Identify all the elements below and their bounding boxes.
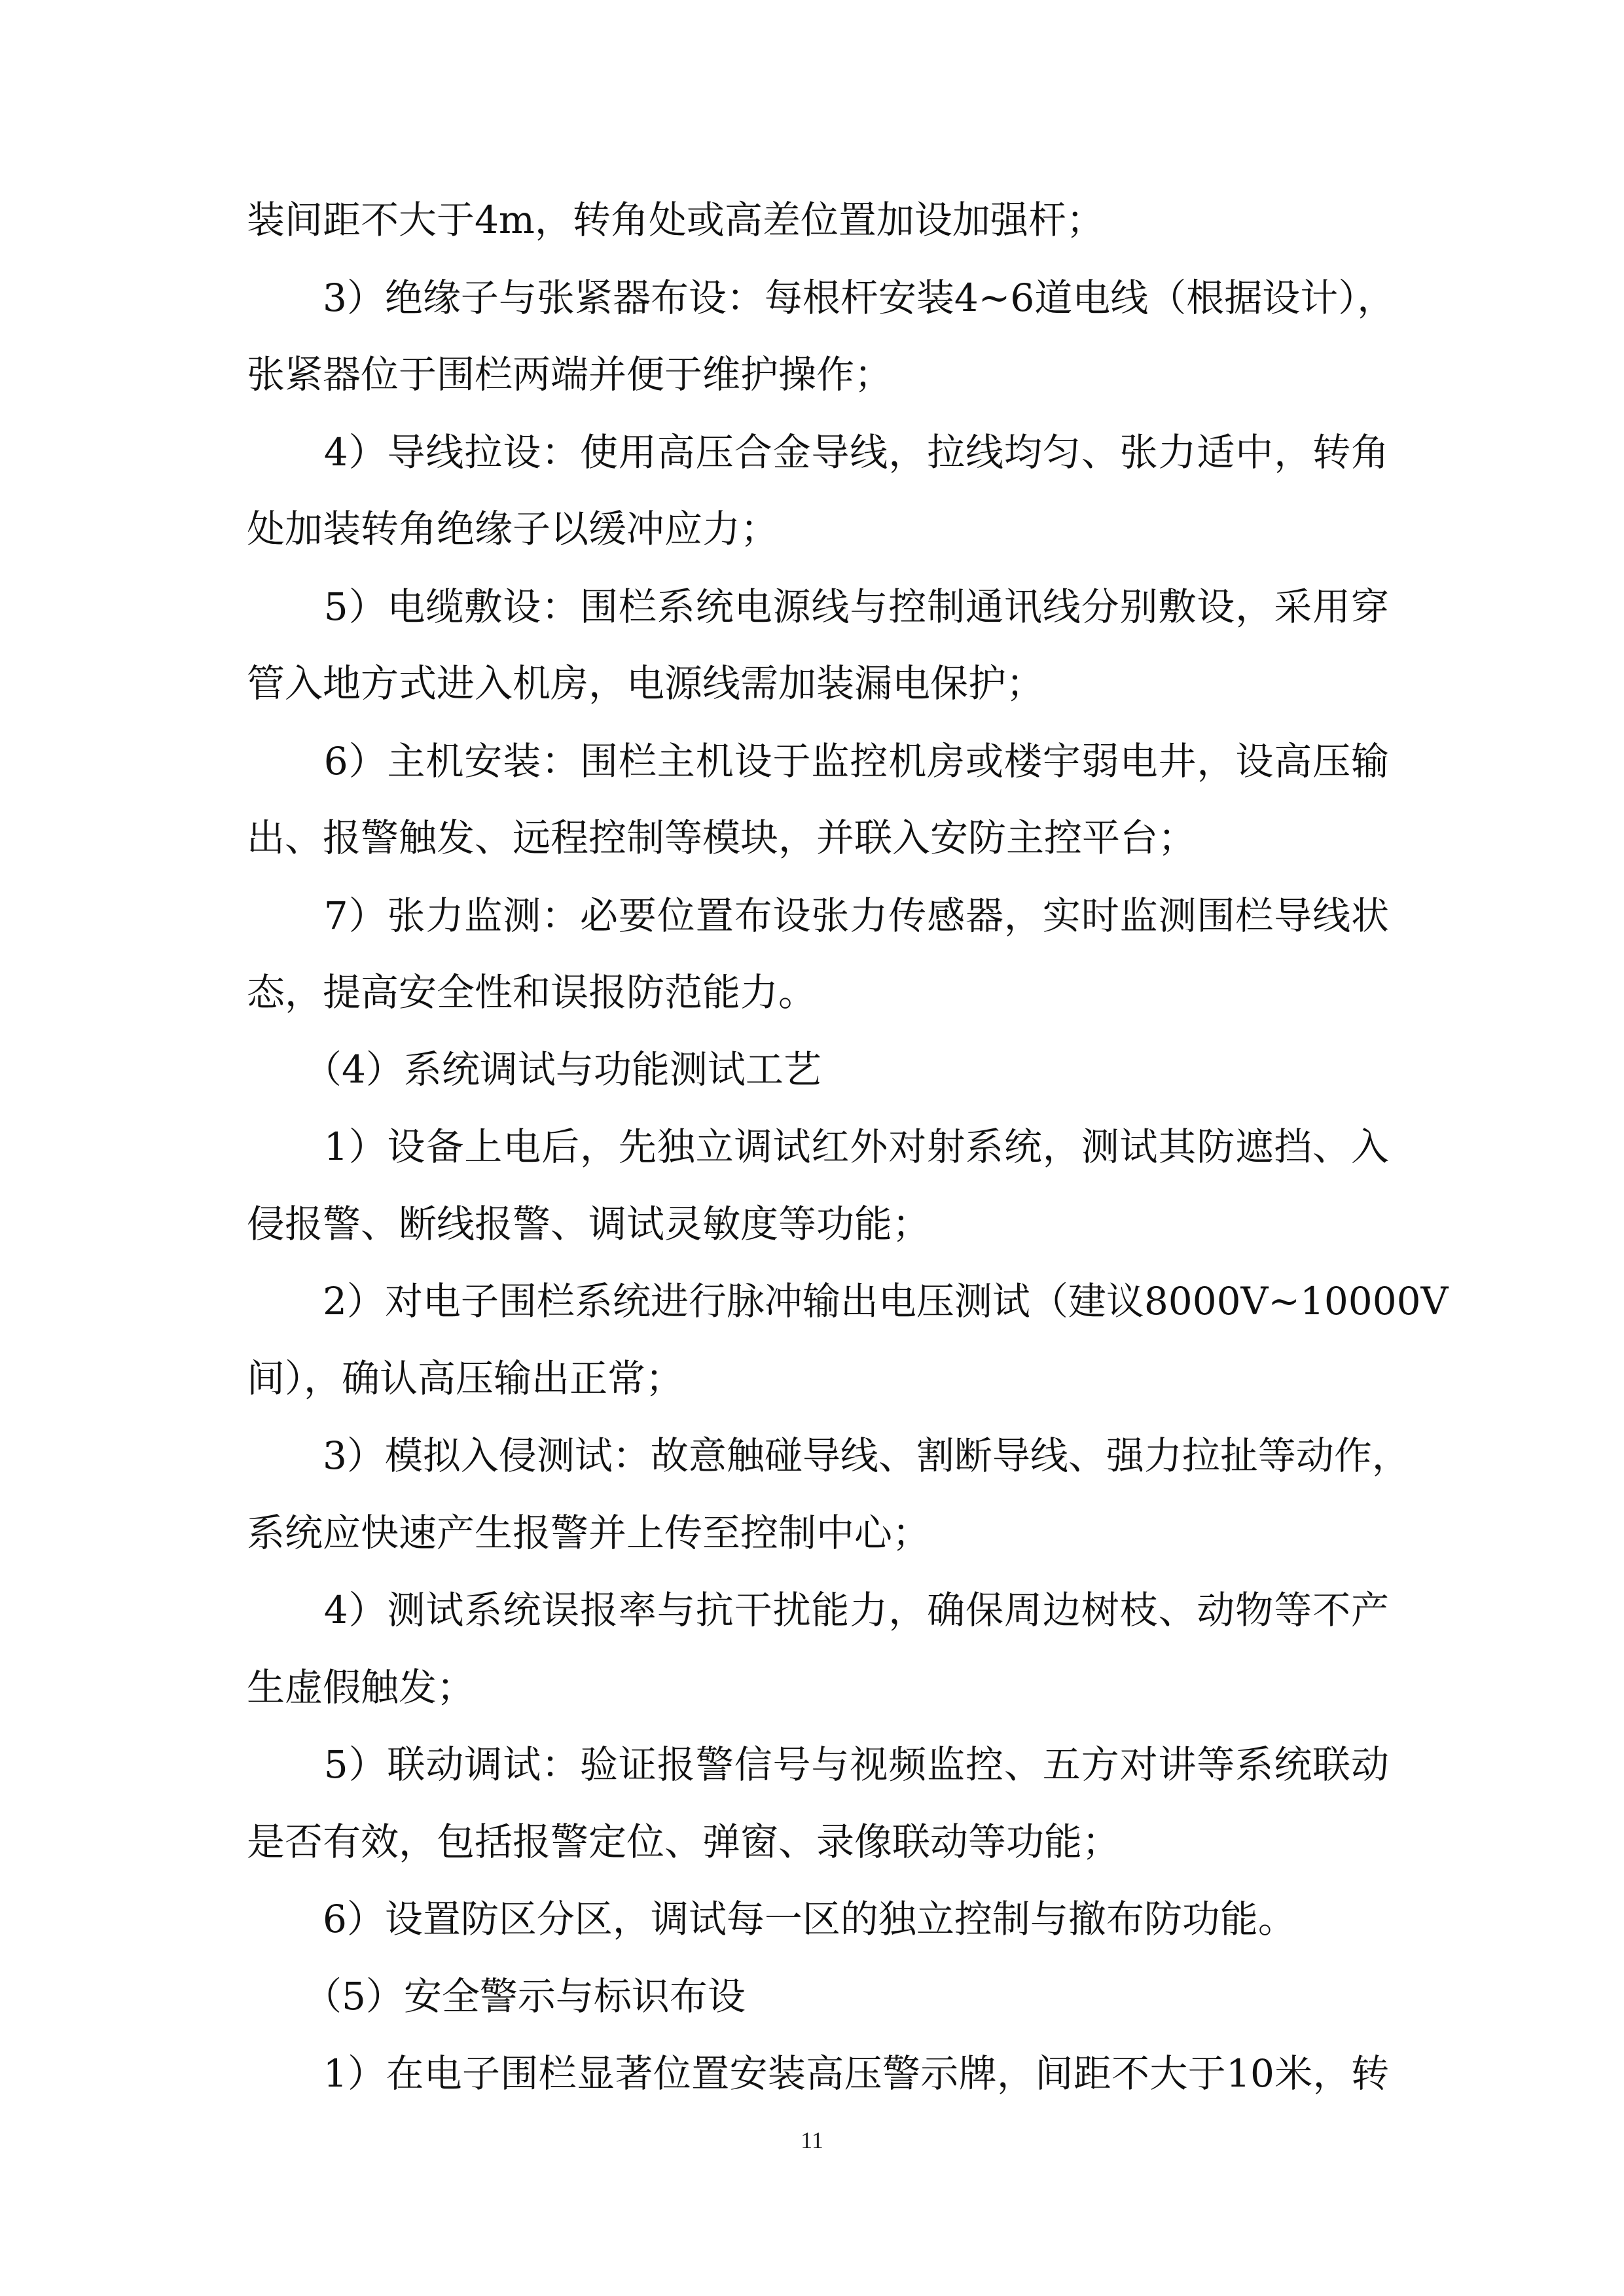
text-line-2: 3）绝缘子与张紧器布设：每根杆安装4~6道电线（根据设计）， [247, 276, 1396, 320]
section-heading-5: （5）安全警示与标识布设 [247, 1974, 746, 2018]
text-line-7: 管入地方式进入机房，电源线需加装漏电保护； [247, 661, 1045, 706]
section-heading-4: （4）系统调试与功能测试工艺 [247, 1047, 821, 1092]
text-line-15: 2）对电子围栏系统进行脉冲输出电压测试（建议8000V~10000V [247, 1279, 1449, 1323]
text-line-9: 出、报警触发、远程控制等模块，并联入安防主控平台； [247, 816, 1197, 860]
text-line-1: 装间距不大于4m，转角处或高差位置加设加强杆； [247, 198, 1104, 242]
text-line-3: 张紧器位于围栏两端并便于维护操作； [247, 352, 893, 397]
text-line-5: 处加装转角绝缘子以缓冲应力； [247, 507, 779, 551]
text-line-19: 4）测试系统误报率与抗干扰能力，确保周边树枝、动物等不产 [247, 1588, 1389, 1632]
text-line-10: 7）张力监测：必要位置布设张力传感器，实时监测围栏导线状 [247, 893, 1389, 938]
page-number: 11 [801, 2127, 823, 2153]
text-line-22: 是否有效，包括报警定位、弹窗、录像联动等功能； [247, 1820, 1121, 1864]
text-line-18: 系统应快速产生报警并上传至控制中心； [247, 1511, 931, 1555]
text-line-16: 间），确认高压输出正常； [247, 1356, 684, 1401]
text-line-8: 6）主机安装：围栏主机设于监控机房或楼宇弱电井，设高压输 [247, 739, 1389, 783]
text-line-23: 6）设置防区分区，调试每一区的独立控制与撤布防功能。 [247, 1897, 1296, 1941]
text-line-14: 侵报警、断线报警、调试灵敏度等功能； [247, 1202, 931, 1246]
text-line-4: 4）导线拉设：使用高压合金导线，拉线均匀、张力适中，转角 [247, 430, 1389, 475]
text-line-6: 5）电缆敷设：围栏系统电源线与控制通讯线分别敷设，采用穿 [247, 584, 1389, 629]
text-line-13: 1）设备上电后，先独立调试红外对射系统，测试其防遮挡、入 [247, 1124, 1389, 1169]
text-line-21: 5）联动调试：验证报警信号与视频监控、五方对讲等系统联动 [247, 1742, 1389, 1787]
text-line-20: 生虚假触发； [247, 1665, 475, 1710]
text-line-17: 3）模拟入侵测试：故意触碰导线、割断导线、强力拉扯等动作， [247, 1433, 1410, 1478]
text-line-25: 1）在电子围栏显著位置安装高压警示牌，间距不大于10米，转 [247, 2051, 1389, 2096]
text-line-11: 态，提高安全性和误报防范能力。 [247, 970, 817, 1014]
